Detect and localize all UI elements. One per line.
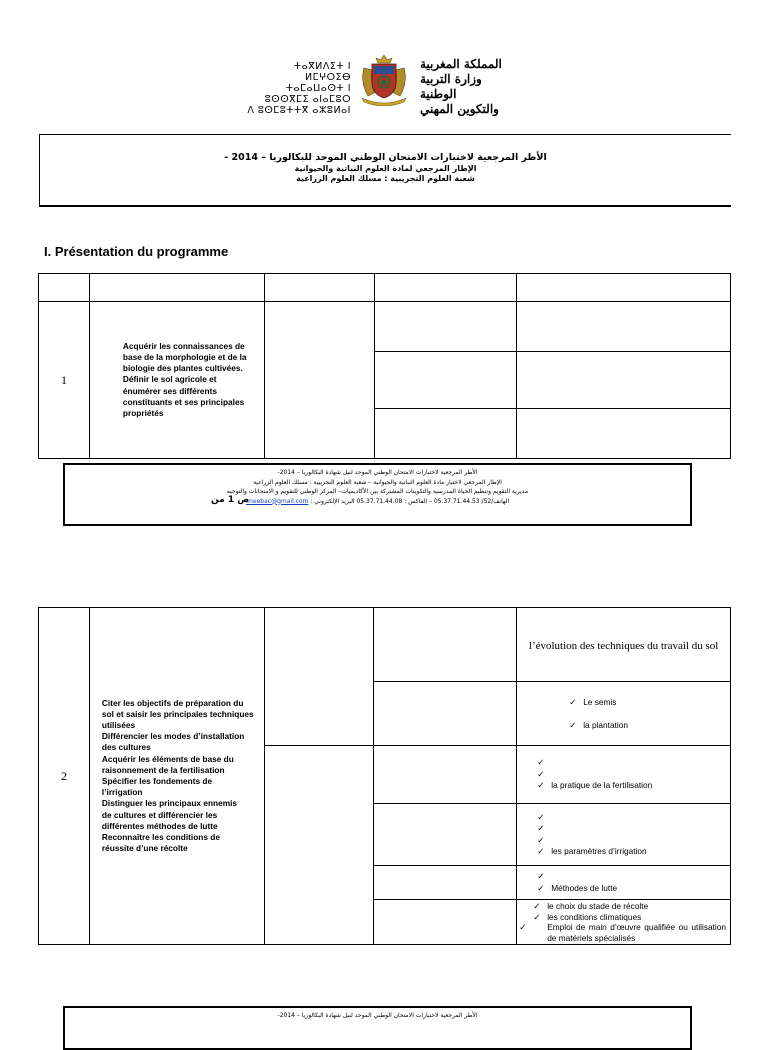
empty-cell bbox=[374, 804, 517, 866]
checklist-item: ✓ Emploi de main d’œuvre qualifiée ou utilisation de matériels spécialisés bbox=[519, 922, 726, 943]
empty-cell bbox=[374, 302, 517, 352]
empty-cell bbox=[264, 302, 374, 459]
objective-line: sol et saisir les principales techniques bbox=[101, 708, 254, 719]
objective-line: raisonnement de la fertilisation bbox=[101, 764, 225, 775]
objective-line: différentes méthodes de lutte bbox=[101, 820, 218, 831]
header-cell bbox=[89, 274, 264, 302]
checklist-item bbox=[537, 769, 730, 781]
empty-cell bbox=[374, 608, 517, 682]
objective-line: Acquérir les connaissances de bbox=[122, 340, 245, 351]
tillage-text: l’évolution des techniques du travail du sol bbox=[528, 639, 719, 652]
checklist-item bbox=[537, 871, 730, 883]
check-icon: ✓ bbox=[537, 780, 545, 791]
empty-cell bbox=[517, 352, 731, 408]
footer-email-link[interactable]: cneebac@gmail.com bbox=[245, 497, 309, 505]
page-footer bbox=[63, 463, 692, 526]
objective-line: Différencier les modes d’installation bbox=[101, 731, 245, 742]
check-icon: ✓ bbox=[537, 834, 545, 845]
footer-line: الأطر المرجعية لاختبارات الامتحان الوطني الموحد لنيل شهادة البكالوريا – 2014- bbox=[277, 469, 478, 476]
footer-line: مديرية التقويم وتنظيم الحياة المدرسية والتكوينات المشتركة بين الأكاديميات– المركز الوطني للتقويم و الامتحانات والتوجيه bbox=[226, 488, 529, 495]
irrigation-cell bbox=[517, 804, 731, 866]
moroccan-coat-of-arms-icon bbox=[356, 52, 412, 106]
checklist-item bbox=[537, 835, 730, 847]
checklist-item: ✓ Le semis bbox=[569, 691, 730, 714]
objective-line: Spécifier les fondements de bbox=[101, 776, 213, 786]
exam-subject: الإطار المرجعي لمادة العلوم النباتية والحيوانية bbox=[294, 164, 477, 173]
objective-line: Citer les objectifs de préparation du bbox=[101, 697, 244, 708]
check-icon: ✓ bbox=[569, 719, 577, 730]
empty-cell bbox=[374, 900, 517, 945]
exam-title-box bbox=[39, 134, 731, 207]
header-cell bbox=[374, 274, 517, 302]
empty-cell bbox=[374, 866, 517, 900]
exam-title: الأطر المرجعية لاختبارات الامتحان الوطني الموحد للبكالوريا – 2014 - bbox=[224, 152, 547, 163]
checklist-item: ✓ la pratique de la fertilisation bbox=[537, 780, 653, 791]
checklist-item: ✓ les paramètres d’irrigation bbox=[537, 846, 647, 856]
checklist-item: ✓ Méthodes de lutte bbox=[537, 882, 618, 893]
header-cell bbox=[264, 274, 374, 302]
objective-line: Acquérir les éléments de base du bbox=[101, 753, 234, 764]
tifinagh-line: ⴷ ⵓⵙⵎⵓⵜⵜⴳ ⴰⵣⵓⵍⴰⵏ bbox=[247, 105, 351, 116]
program-table-1 bbox=[38, 273, 731, 459]
objective-line: propriétés bbox=[122, 408, 164, 419]
check-icon: ✓ bbox=[537, 757, 545, 768]
empty-cell bbox=[264, 608, 374, 746]
objective-line: biologie des plantes cultivées. bbox=[122, 363, 243, 374]
footer-line: الأطر المرجعية لاختبارات الامتحان الوطني الموحد لنيل شهادة البكالوريا – 2014- bbox=[277, 1012, 478, 1019]
check-icon: ✓ bbox=[533, 901, 541, 911]
objective-line: Reconnaître les conditions de bbox=[101, 832, 220, 843]
empty-cell bbox=[374, 746, 517, 804]
objective-line: réussite d’une récolte bbox=[101, 843, 188, 854]
program-table-2 bbox=[38, 607, 731, 945]
ministry-arabic-header bbox=[420, 57, 520, 117]
exam-stream: شعبة العلوم التجريبية : مسلك العلوم الزراعية bbox=[296, 174, 475, 183]
ministry-line: المملكة المغربية bbox=[420, 57, 502, 71]
objective-line: Distinguer les principaux ennemis bbox=[101, 798, 237, 809]
page-number: ص 1 من bbox=[211, 494, 250, 505]
check-icon: ✓ bbox=[537, 823, 545, 833]
check-icon: ✓ bbox=[569, 696, 577, 707]
tifinagh-line: ⵜⴰⵎⴰⵡⴰⵙⵜ ⵏ ⵓⵙⵙⴳⵎⵉ ⴰⵏⴰⵎⵓⵔ bbox=[264, 83, 351, 105]
ministry-line: والتكوين المهني bbox=[420, 102, 499, 116]
objective-line: énumérer ses différents bbox=[122, 385, 217, 396]
empty-cell bbox=[264, 746, 374, 945]
check-icon: ✓ bbox=[537, 811, 545, 822]
objective-line: l’irrigation bbox=[101, 787, 143, 798]
checklist-item bbox=[537, 823, 730, 835]
objective-line: constituants et ses principales bbox=[122, 396, 245, 407]
check-icon: ✓ bbox=[533, 911, 541, 922]
empty-cell bbox=[374, 682, 517, 746]
row-number: 2 bbox=[39, 608, 90, 945]
header-cell bbox=[517, 274, 731, 302]
tifinagh-line: ⵜⴰⴳⵍⴷⵉⵜ ⵏ ⵍⵎⵖⵔⵉⴱ bbox=[293, 61, 351, 83]
empty-cell bbox=[517, 408, 731, 458]
installation-cell bbox=[517, 682, 731, 746]
page-footer-2 bbox=[63, 1006, 692, 1050]
checklist-item bbox=[537, 757, 730, 769]
checklist-item: ✓ le choix du stade de récolte bbox=[533, 901, 649, 911]
objective-line: Définir le sol agricole et bbox=[122, 374, 217, 385]
ministry-line: وزارة التربية الوطنية bbox=[420, 72, 482, 101]
check-icon: ✓ bbox=[537, 871, 545, 881]
check-icon: ✓ bbox=[537, 768, 545, 779]
objectives-cell bbox=[89, 302, 264, 459]
objective-line: base de la morphologie et de la bbox=[122, 352, 247, 363]
tillage-cell bbox=[517, 608, 731, 682]
recolte-cell bbox=[517, 900, 731, 945]
check-icon: ✓ bbox=[537, 882, 545, 893]
fertilisation-cell bbox=[517, 746, 731, 804]
tifinagh-header bbox=[245, 61, 351, 116]
checklist-item bbox=[537, 812, 730, 824]
footer-contact bbox=[65, 494, 690, 507]
objectives-cell bbox=[89, 608, 264, 945]
section-title: I. Présentation du programme bbox=[44, 244, 229, 259]
objective-line: de cultures et différencier les bbox=[101, 809, 218, 820]
lutte-cell bbox=[517, 866, 731, 900]
empty-cell bbox=[374, 408, 517, 458]
check-icon: ✓ bbox=[519, 922, 527, 932]
objective-line: utilisées bbox=[101, 719, 136, 730]
checklist-item: ✓ les conditions climatiques bbox=[533, 911, 642, 922]
empty-cell bbox=[517, 302, 731, 352]
footer-line: الهاتف/52/ 05.37.71.44.53 – الفاكس : 05.37.71.44.08 البريد الإلكتروني : bbox=[310, 497, 510, 505]
check-icon: ✓ bbox=[537, 846, 545, 856]
row-number: 1 bbox=[39, 302, 90, 459]
checklist-item: ✓ la plantation bbox=[569, 714, 730, 737]
header-cell bbox=[39, 274, 90, 302]
footer-line: الإطار المرجعي لاختبار مادة العلوم النباتية والحيوانية – شعبة العلوم التجريبية : مسلك العلوم الزراعية bbox=[253, 478, 502, 486]
empty-cell bbox=[374, 352, 517, 408]
objective-line: des cultures bbox=[101, 742, 151, 753]
